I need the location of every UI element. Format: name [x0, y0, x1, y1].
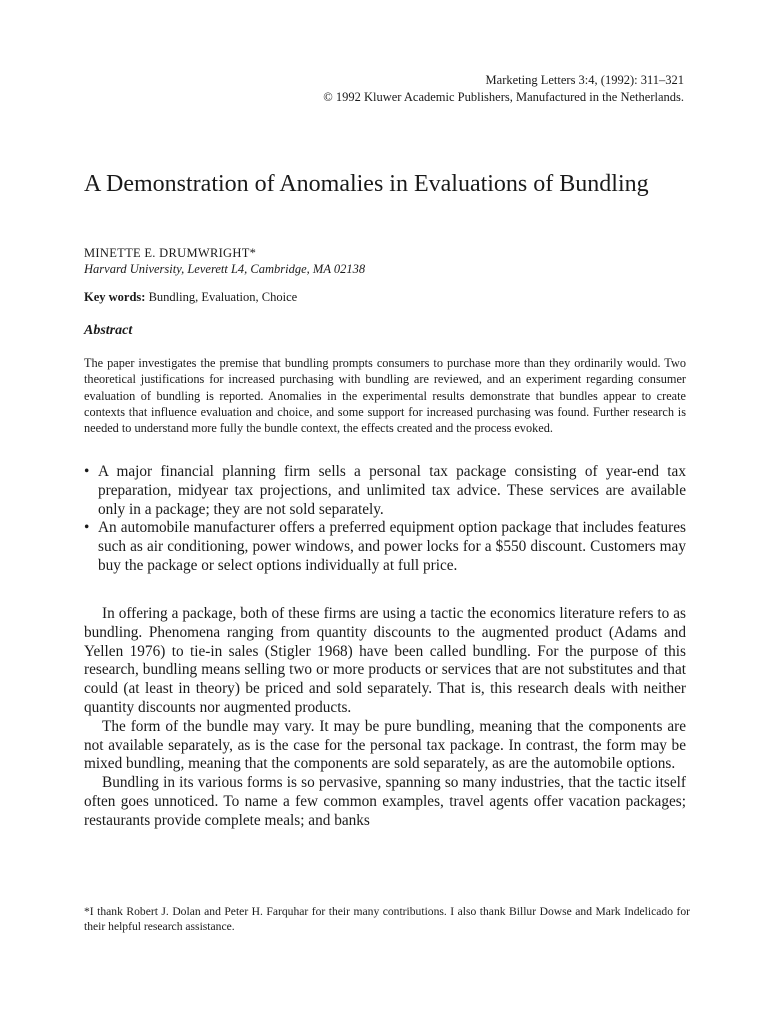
- footnote: *I thank Robert J. Dolan and Peter H. Farquhar for their many contributions. I also thank Billur Dowse and Mark Indelicado for their helpful research assistance.: [84, 905, 690, 933]
- abstract-text: The paper investigates the premise that bundling prompts consumers to purchase more than they ordinarily would. Two theoretical justifications for increased purchasing with bundling are reviewed, and an experiment regarding consumer evaluation of bundling is reported. Anomalies in the experimental results demonstrate that bundles appear to create contexts that influence evaluation and choice, and some support for increased purchasing was found. Further research is needed to understand more fully the bundle context, the effects created and the process evoked.: [84, 356, 686, 436]
- bullet-item: [84, 463, 686, 519]
- keywords: [84, 289, 297, 306]
- author-name: MINETTE E. DRUMWRIGHT*: [84, 246, 257, 260]
- body-paragraph: Bundling in its various forms is so pervasive, spanning so many industries, that the tactic itself often goes unnoticed. To name a few common examples, travel agents offer vacation packages; restaurants provide complete meals; and banks: [84, 774, 686, 829]
- bullet-item: [84, 519, 686, 575]
- body-text: [84, 605, 686, 831]
- bullet-text: An automobile manufacturer offers a preferred equipment option package that includes features such as air conditioning, power windows, and power locks for a $550 discount. Customers may buy the package or select options individually at full price.: [98, 519, 686, 574]
- example-bullet-list: [84, 463, 686, 576]
- body-paragraph: In offering a package, both of these firms are using a tactic the economics literature refers to as bundling. Phenomena ranging from quantity discounts to the augmented product (Adams and Yellen 1976) to tie-in sales (Stigler 1968) have been called bundling. For the purpose of this research, bundling means selling two or more products or services that are not substitutes and that could (at least in theory) be priced and sold separately. That is, this research deals with neither quantity discounts nor augmented products.: [84, 605, 686, 716]
- keywords-label: Key words:: [84, 290, 146, 304]
- keywords-value: Bundling, Evaluation, Choice: [148, 290, 298, 304]
- journal-copyright: © 1992 Kluwer Academic Publishers, Manufactured in the Netherlands.: [323, 90, 684, 104]
- bullet-icon: •: [84, 519, 90, 537]
- bullet-icon: •: [84, 463, 90, 480]
- journal-citation: Marketing Letters 3:4, (1992): 311–321: [485, 73, 684, 87]
- bullet-text: A major financial planning firm sells a personal tax package consisting of year-end tax preparation, midyear tax projections, and unlimited tax advice. These services are available only in a package; they are not sold separately.: [98, 463, 686, 518]
- journal-header: [323, 72, 684, 106]
- body-paragraph: The form of the bundle may vary. It may be pure bundling, meaning that the components are not available separately, as is the case for the personal tax package. In contrast, the form may be mixed bundling, meaning that the components are sold separately, as are the automobile options.: [84, 717, 686, 773]
- article-title: A Demonstration of Anomalies in Evaluations of Bundling: [84, 171, 649, 197]
- author-affiliation: Harvard University, Leverett L4, Cambridge, MA 02138: [84, 262, 366, 276]
- abstract-heading: Abstract: [84, 323, 133, 338]
